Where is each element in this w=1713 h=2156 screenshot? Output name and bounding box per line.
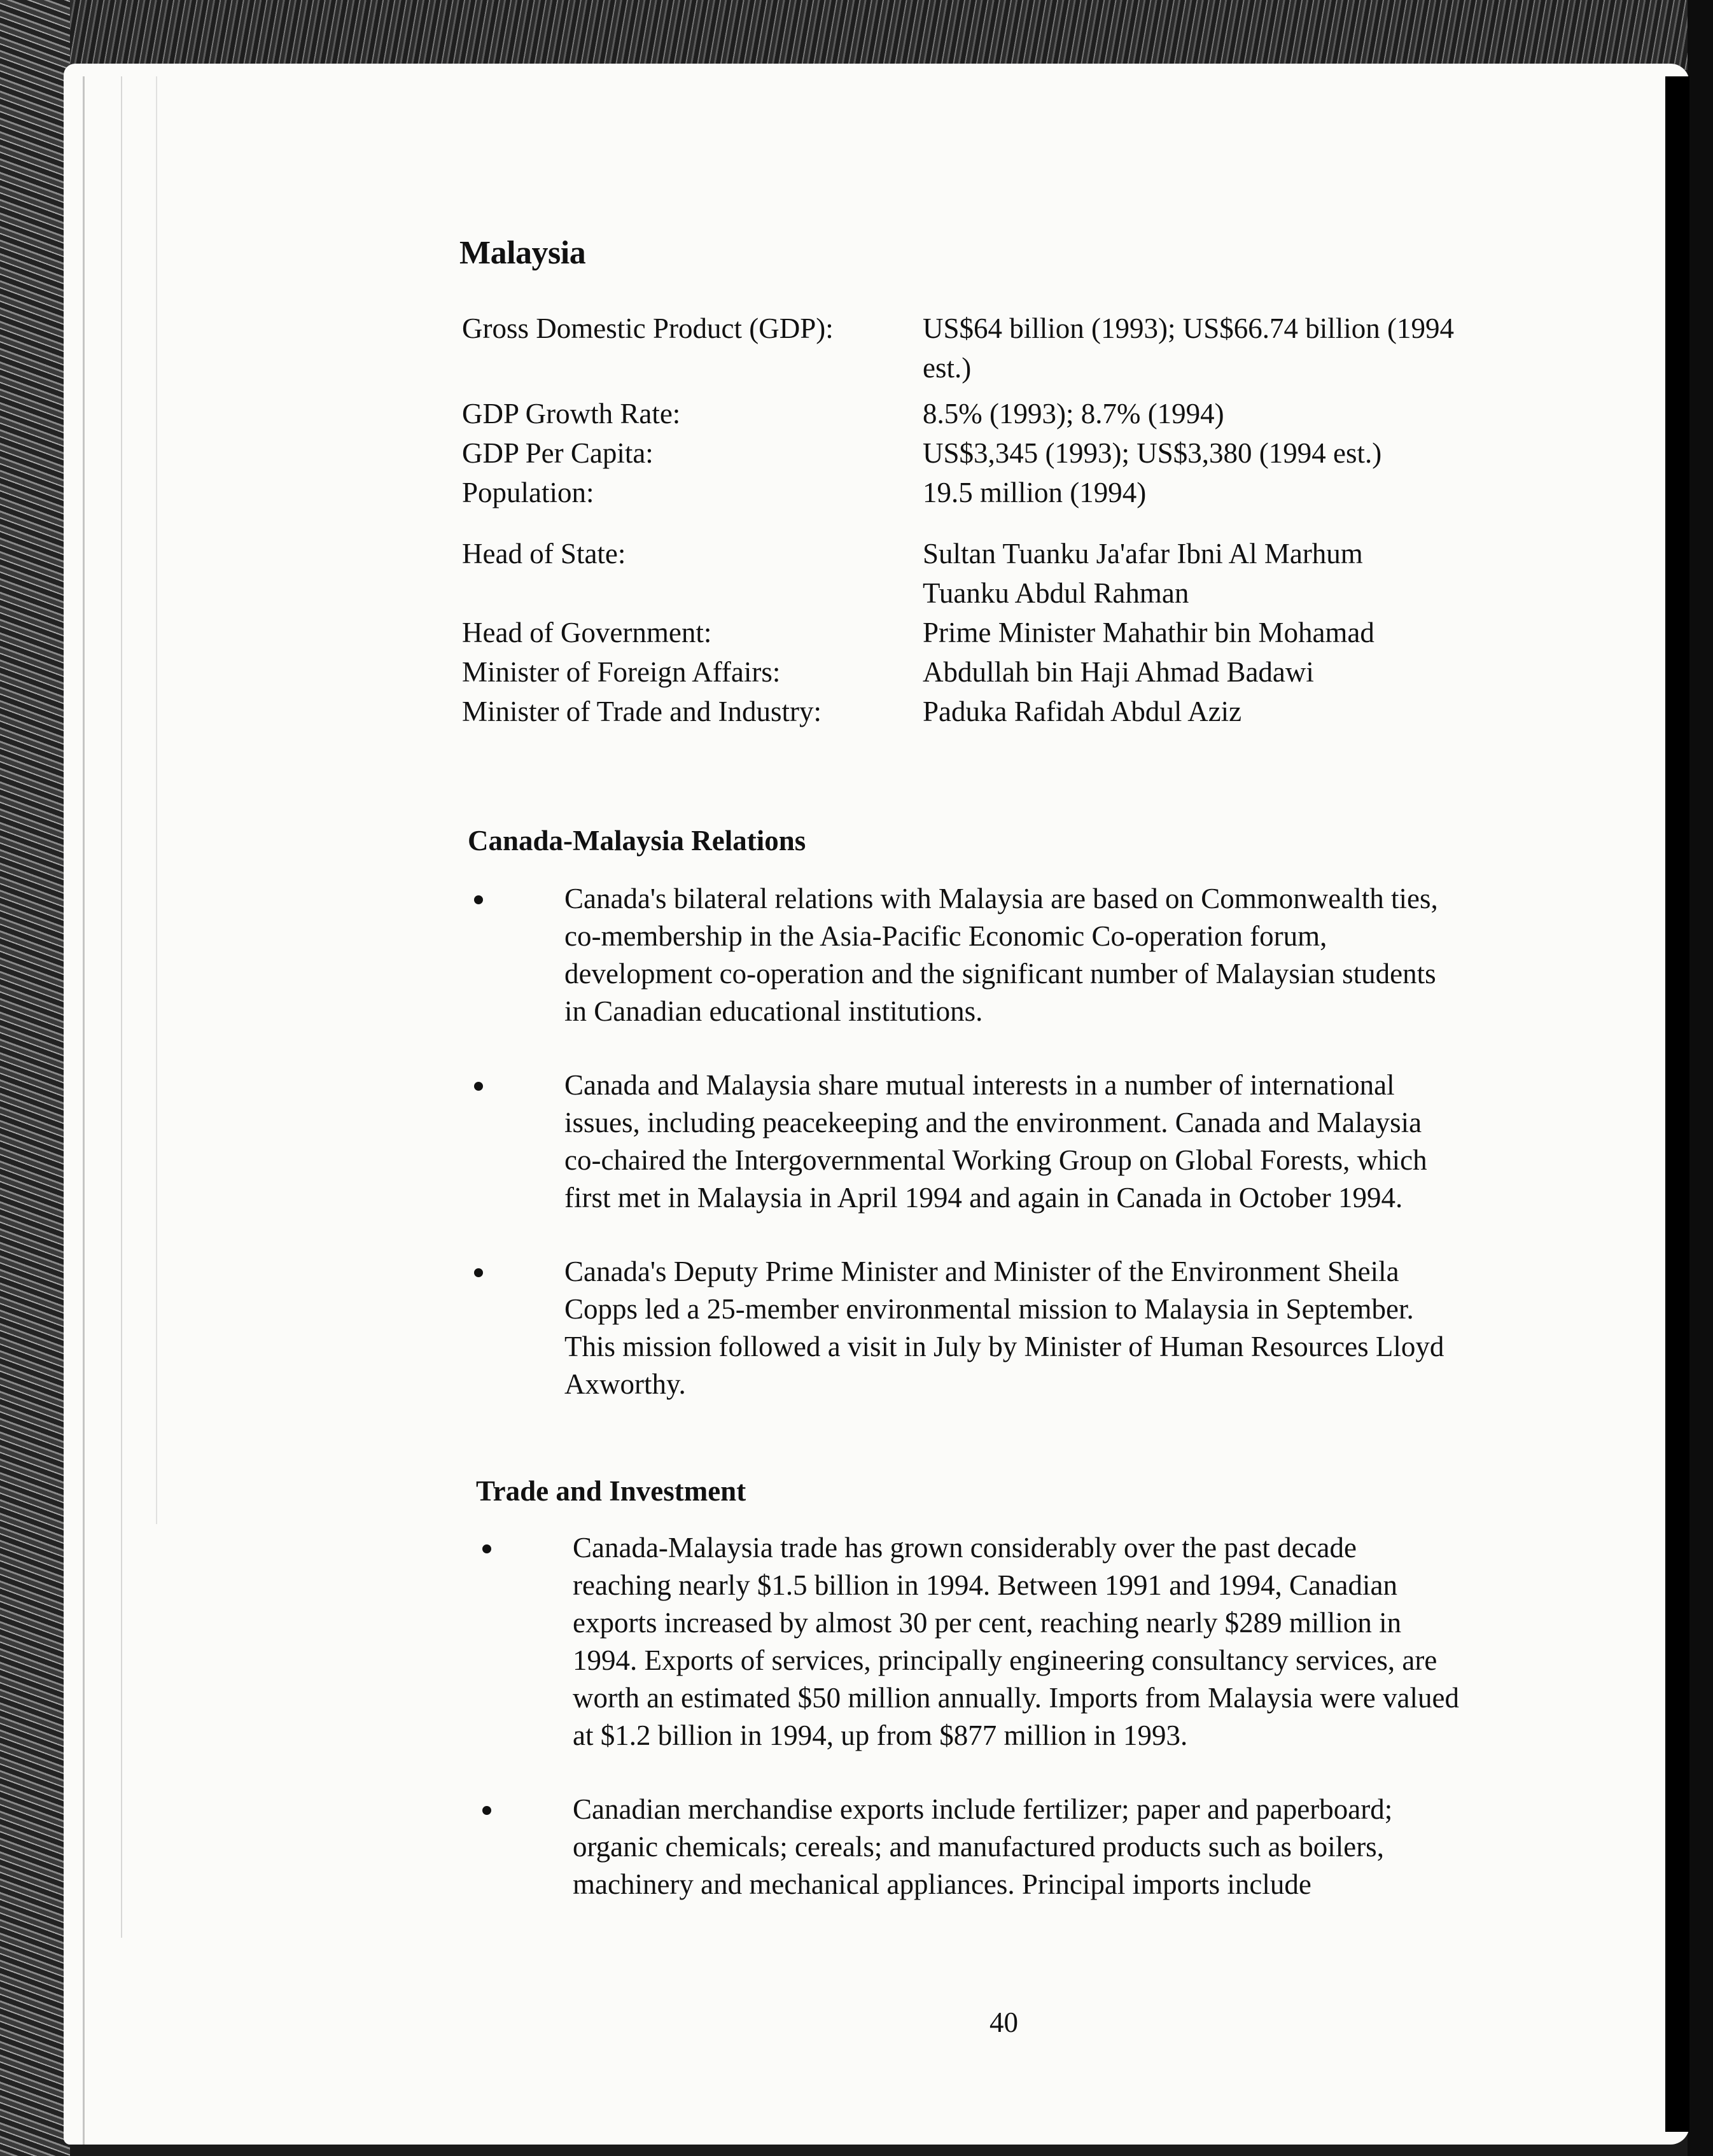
fact-value: Paduka Rafidah Abdul Aziz [923, 696, 1242, 727]
list-item [468, 1067, 1448, 1217]
bullet-text: Canada and Malaysia share mutual interests in a number of international issues, including peacekeeping and the environment. Canada and Malaysia co-chaired the Intergovernmental Working Group on Global Forests, which first met in Malaysia in April 1994 and again in Canada in October 1994. [564, 1069, 1427, 1214]
section-title-trade: Trade and Investment [476, 1475, 746, 1507]
fact-value: Abdullah bin Haji Ahmad Badawi [923, 656, 1314, 688]
fact-row-head-of-state [462, 534, 1455, 613]
relations-bullet-list [468, 880, 1448, 1403]
bullet-icon [474, 1082, 483, 1091]
fact-value: Prime Minister Mahathir bin Mohamad [923, 617, 1374, 648]
section-title-relations: Canada-Malaysia Relations [468, 825, 806, 857]
fact-label: Population: [462, 477, 594, 508]
fact-label: Head of Government: [462, 617, 712, 648]
list-item [476, 1529, 1459, 1754]
fact-label: Minister of Trade and Industry: [462, 696, 822, 727]
fact-label: Head of State: [462, 538, 626, 570]
bullet-text: Canada-Malaysia trade has grown considerably over the past decade reaching nearly $1.5 billion in 1994. Between 1991 and 1994, Canadian exports increased by almost 30 per cent, reaching nearly $289 million in 1994. Exports of services, principally engineering consultancy services, are worth an estimated $50 million annually. Imports from Malaysia were valued at $1.2 billion in 1994, up from $877 million in 1993. [573, 1532, 1459, 1751]
bullet-icon [474, 895, 483, 904]
fact-sheet [462, 309, 1455, 731]
fact-label: Minister of Foreign Affairs: [462, 656, 781, 688]
page-number: 40 [989, 2006, 1018, 2038]
fact-row-population [462, 473, 1455, 512]
bullet-icon [474, 1268, 483, 1277]
fact-row-foreign-affairs [462, 652, 1455, 692]
fact-row-gdp [462, 309, 1455, 388]
bullet-icon [482, 1544, 491, 1553]
fact-row-head-of-government [462, 613, 1455, 652]
fact-label: Gross Domestic Product (GDP): [462, 312, 834, 344]
bullet-text: Canadian merchandise exports include fertilizer; paper and paperboard; organic chemicals; cereals; and manufactured products such as boilers, machinery and mechanical appliances. Principal imports include [573, 1793, 1393, 1900]
fact-value: Sultan Tuanku Ja'afar Ibni Al Marhum Tuanku Abdul Rahman [923, 538, 1363, 609]
fact-row-growth [462, 394, 1455, 433]
bullet-icon [482, 1806, 491, 1815]
fact-value: US$3,345 (1993); US$3,380 (1994 est.) [923, 437, 1382, 469]
trade-bullet-list [476, 1529, 1459, 1903]
fact-value: 8.5% (1993); 8.7% (1994) [923, 398, 1224, 430]
fact-label: GDP Growth Rate: [462, 398, 681, 430]
bullet-text: Canada's Deputy Prime Minister and Minister of the Environment Sheila Copps led a 25-member environmental mission to Malaysia in September. This mission followed a visit in July by Minister of Human Resources Lloyd Axworthy. [564, 1256, 1444, 1400]
fact-row-trade-industry [462, 692, 1455, 731]
list-item [468, 1253, 1448, 1403]
fact-value: 19.5 million (1994) [923, 477, 1147, 508]
fact-label: GDP Per Capita: [462, 437, 654, 469]
list-item [476, 1791, 1459, 1903]
fact-value: US$64 billion (1993); US$66.74 billion (1994 est.) [923, 312, 1455, 384]
country-title: Malaysia [459, 235, 586, 271]
bullet-text: Canada's bilateral relations with Malaysia are based on Commonwealth ties, co-membership in the Asia-Pacific Economic Co-operation forum, development co-operation and the significant number of Malaysian students in Canadian educational institutions. [564, 883, 1438, 1027]
fact-row-per-capita [462, 433, 1455, 473]
list-item [468, 880, 1448, 1030]
